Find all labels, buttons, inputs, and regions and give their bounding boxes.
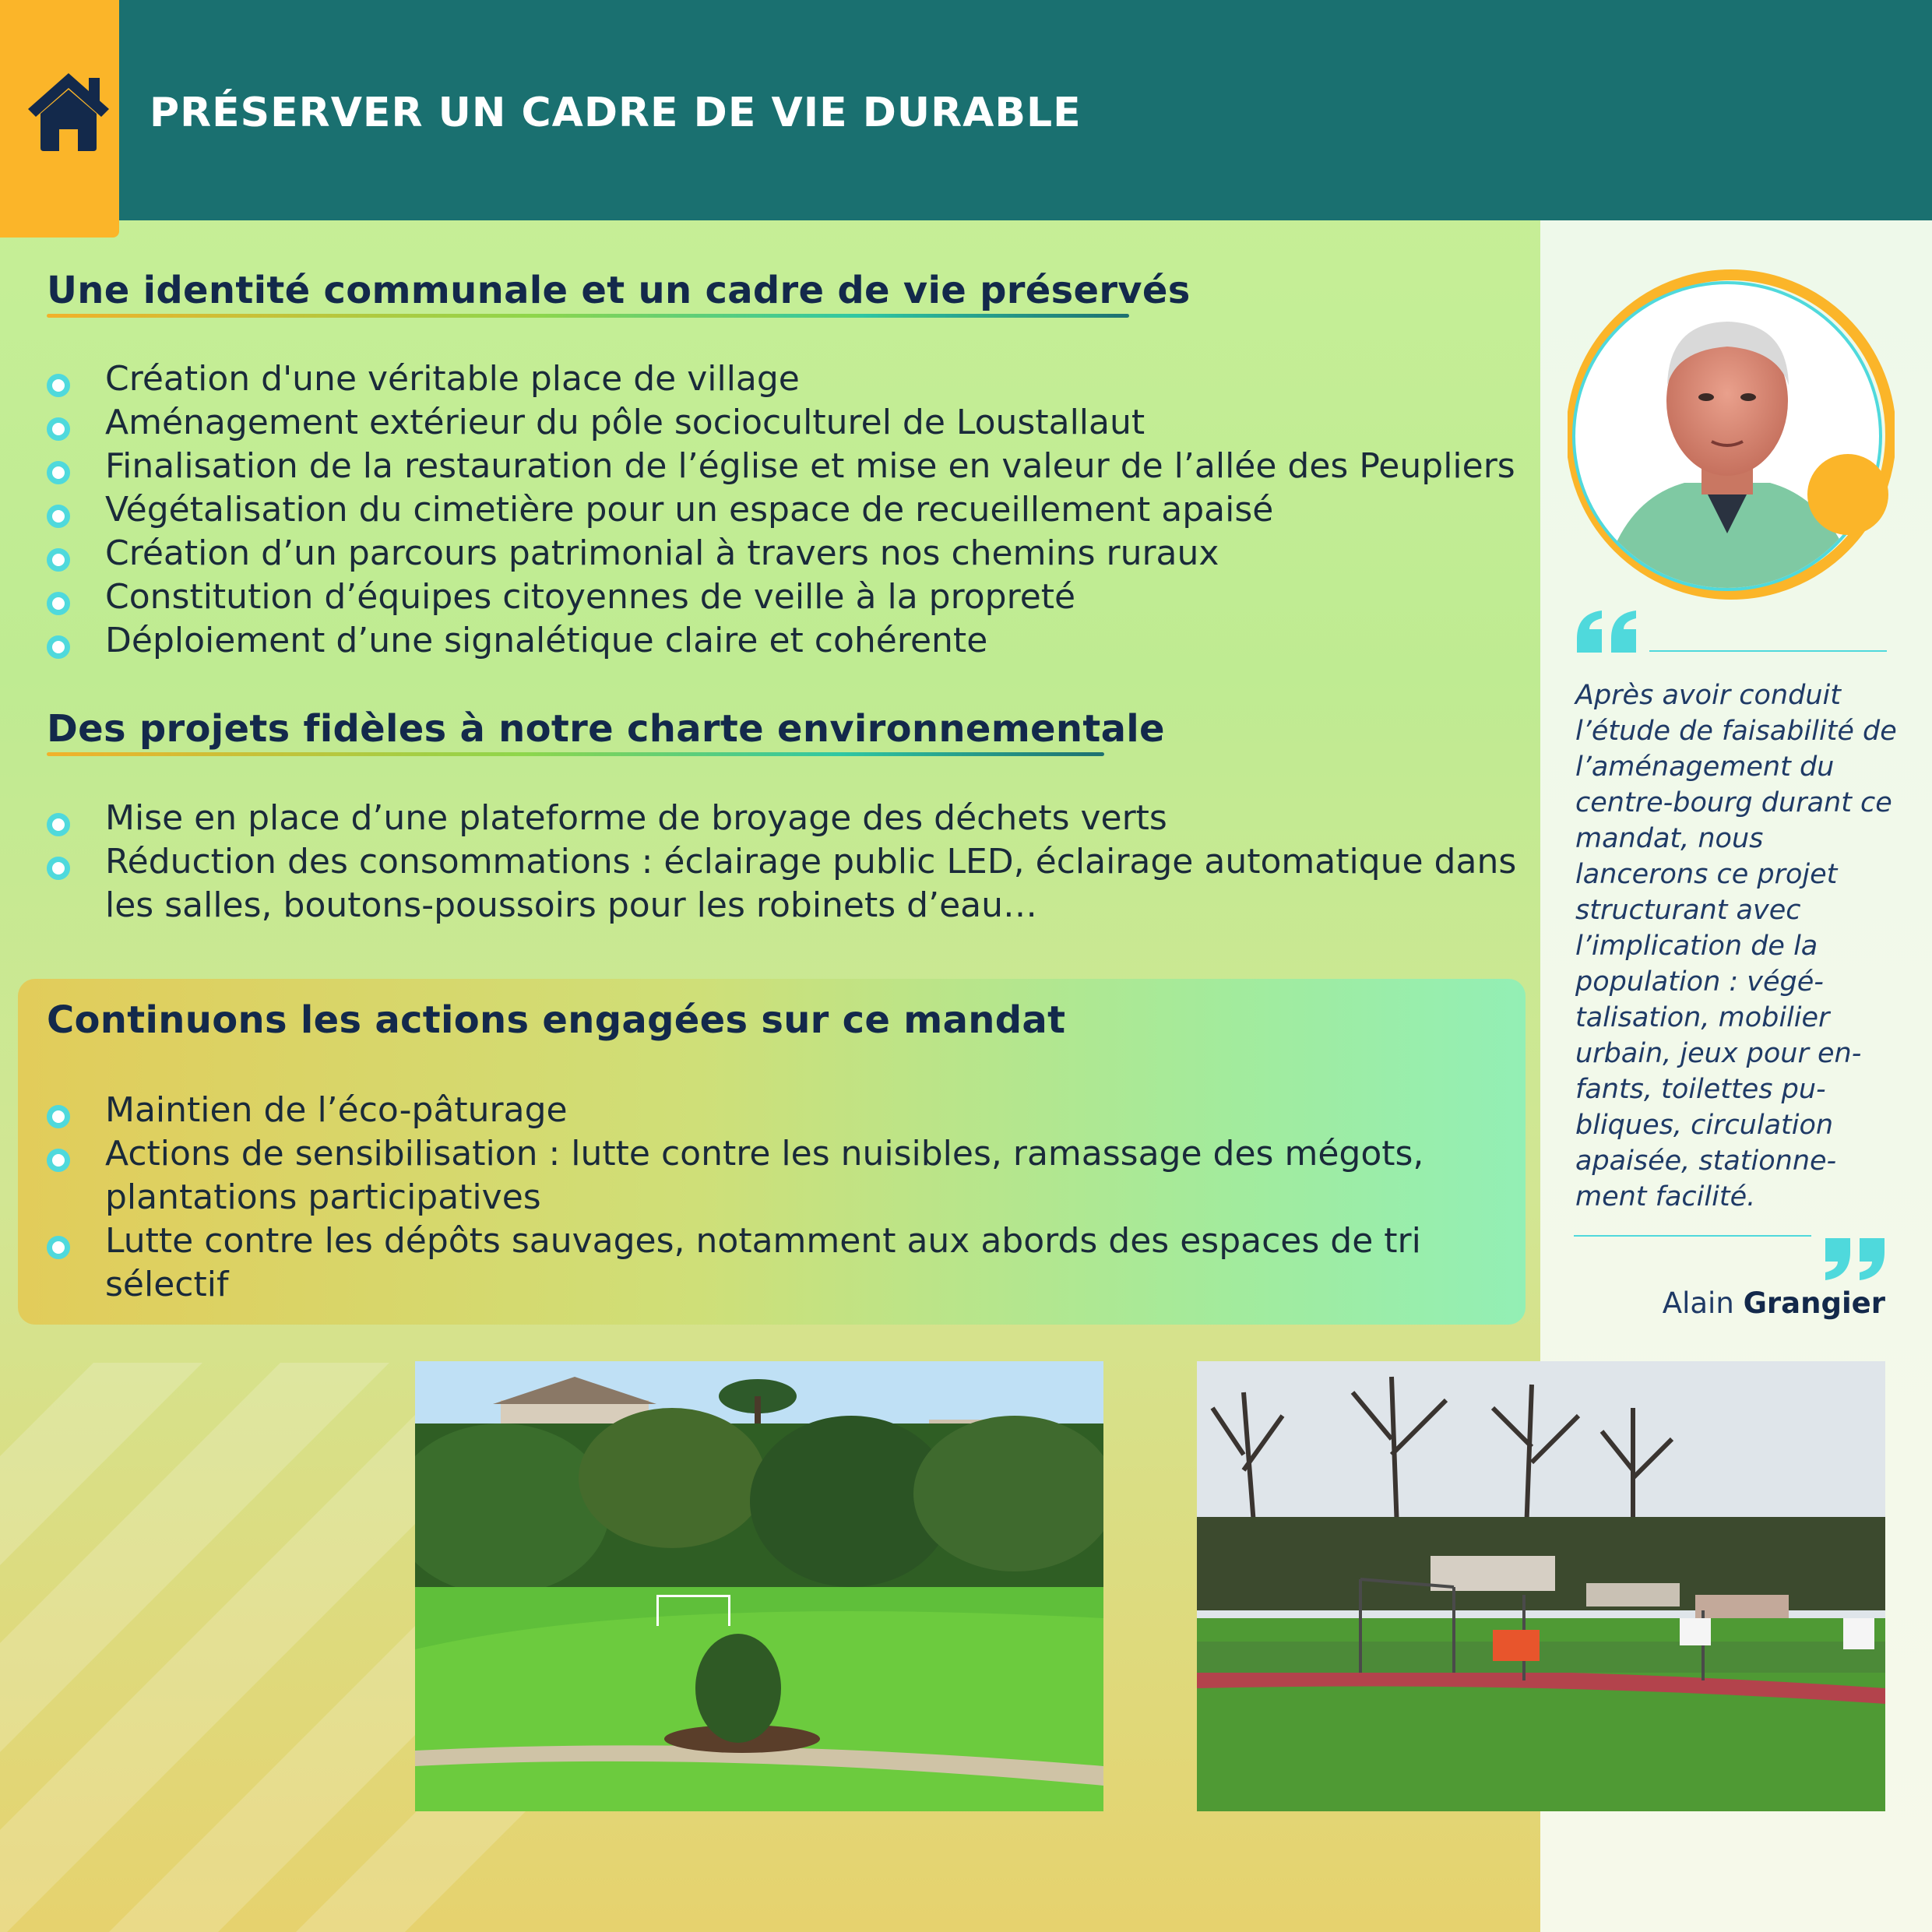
quote-divider-top <box>1649 650 1887 652</box>
header-icon-tab <box>0 0 119 238</box>
list-item: Finalisation de la restauration de l’église et mise en valeur de l’allée des Peupliers <box>47 445 1526 488</box>
list-item: Réduction des consommations : éclairage public LED, éclairage automatique dans les salles, boutons-poussoirs pour les robinets d’eau… <box>47 840 1526 927</box>
bullet-icon <box>47 505 70 528</box>
quote-close-icon <box>1821 1237 1888 1283</box>
identity-list <box>47 357 1526 663</box>
bullet-icon <box>47 1105 70 1128</box>
list-item: Mise en place d’une plateforme de broyage des déchets verts <box>47 797 1526 840</box>
bullet-icon <box>47 635 70 659</box>
list-item: Déploiement d’une signalétique claire et cohérente <box>47 619 1526 663</box>
quote-divider-bottom <box>1574 1235 1811 1237</box>
bullet-icon <box>47 592 70 615</box>
bullet-icon <box>47 813 70 836</box>
section-underline <box>47 314 1129 318</box>
quote-open-icon <box>1574 607 1641 654</box>
bullet-icon <box>47 1149 70 1172</box>
bullet-icon <box>47 461 70 484</box>
page-title: PRÉSERVER UN CADRE DE VIE DURABLE <box>150 90 1082 136</box>
bullet-icon <box>47 1236 70 1259</box>
list-item: Aménagement extérieur du pôle socioculturel de Loustallaut <box>47 401 1526 445</box>
actions-list <box>47 1089 1526 1307</box>
quote-text: Après avoir conduit l’étude de faisabilité de l’aménagement du centre-bourg durant ce mandat, nous lancerons ce projet structurant avec l’implication de la population : végé-talisation, mobilier urbain, jeux pour en-fants, toilettes pu-bliques, circulation apaisée, stationne-ment facilité. <box>1575 680 1897 1212</box>
list-item: Création d’un parcours patrimonial à travers nos chemins ruraux <box>47 532 1526 575</box>
bullet-icon <box>47 417 70 441</box>
section-title-environment: Des projets fidèles à notre charte environnementale <box>47 707 1165 751</box>
list-item: Création d'une véritable place de village <box>47 357 1526 401</box>
section-underline <box>47 752 1104 756</box>
bullet-icon <box>47 857 70 880</box>
section-title-identity: Une identité communale et un cadre de vie préservés <box>47 269 1191 312</box>
bullet-icon <box>47 548 70 572</box>
bullet-icon <box>47 374 70 397</box>
list-item: Constitution d’équipes citoyennes de veille à la propreté <box>47 575 1526 619</box>
home-icon <box>23 69 114 154</box>
sports-area-photo <box>1197 1361 1885 1811</box>
section-title-actions: Continuons les actions engagées sur ce mandat <box>47 998 1066 1042</box>
environment-list <box>47 797 1526 927</box>
list-item: Maintien de l’éco-pâturage <box>47 1089 1526 1132</box>
quote-author: Alain Grangier <box>1662 1286 1885 1320</box>
list-item: Végétalisation du cimetière pour un espace de recueillement apaisé <box>47 488 1526 532</box>
list-item: Lutte contre les dépôts sauvages, notamment aux abords des espaces de tri sélectif <box>47 1219 1526 1307</box>
list-item: Actions de sensibilisation : lutte contre les nuisibles, ramassage des mégots, plantations participatives <box>47 1132 1526 1219</box>
village-green-photo <box>415 1361 1103 1811</box>
portrait-photo <box>1568 269 1895 604</box>
